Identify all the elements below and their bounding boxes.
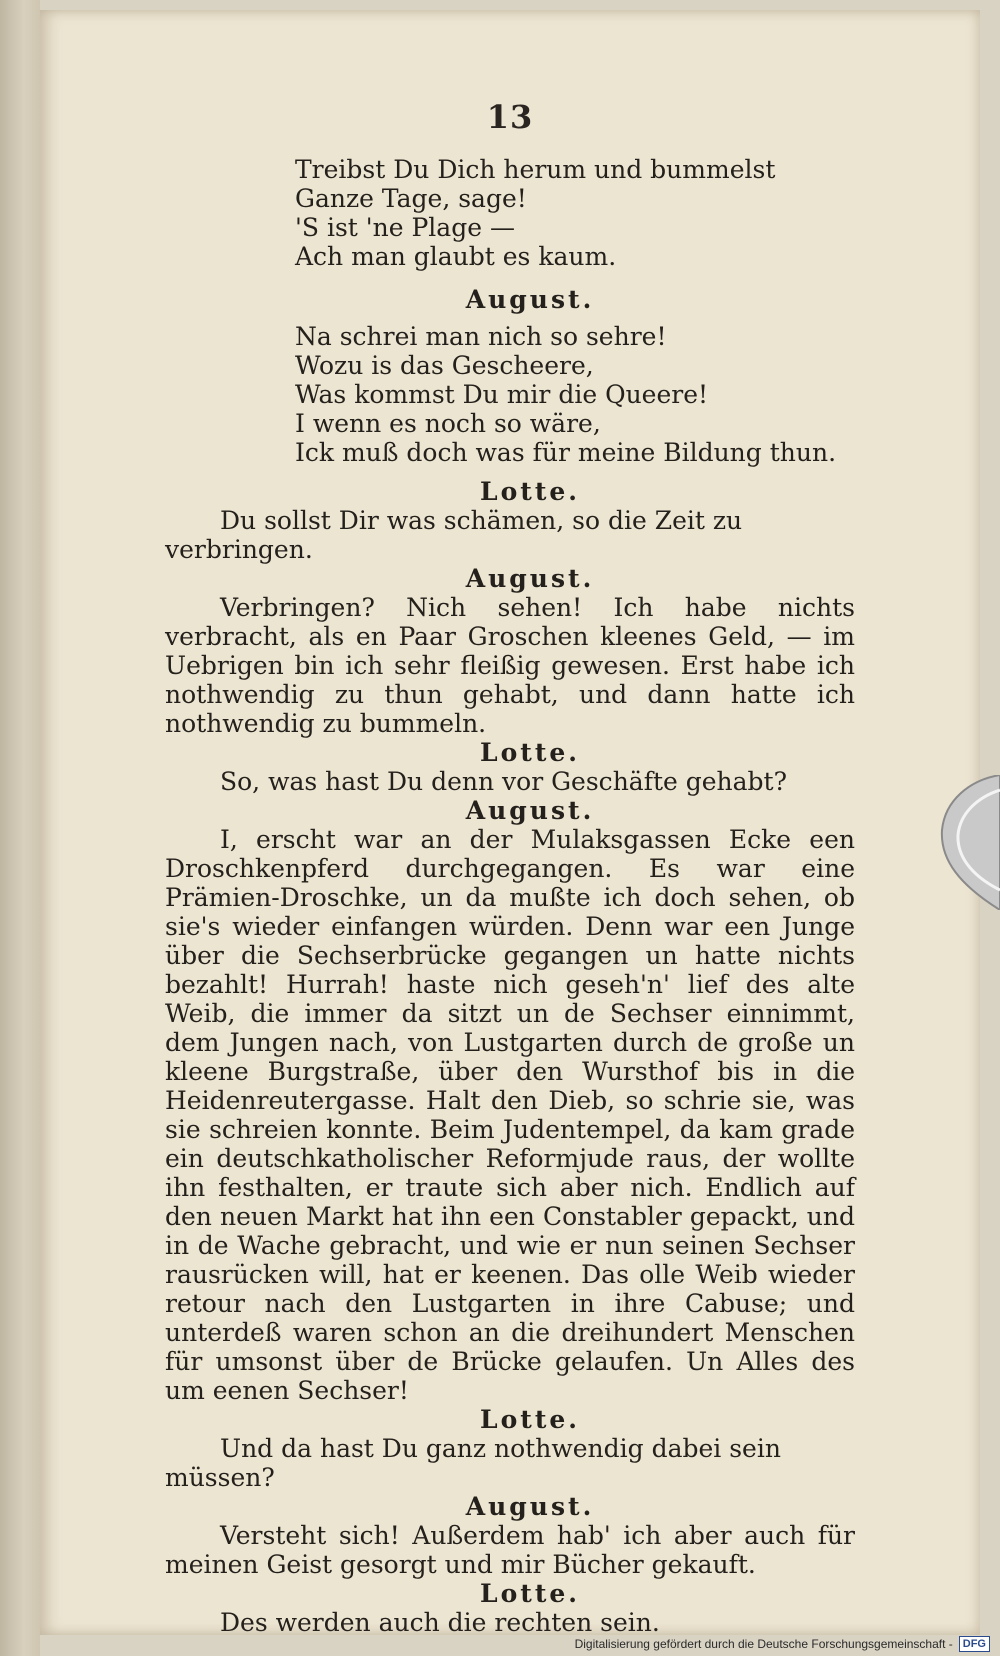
dialogue-paragraph: Verbringen? Nich sehen! Ich habe nichts verbracht, als en Paar Groschen kleenes Geld, — im Uebrigen bin ich sehr fleißig gewesen. Erst habe ich nothwendig zu thun gehabt, und dann hatte ich nothwendig zu bummeln. <box>165 593 855 738</box>
dialogue-line: Des werden auch die rechten sein. <box>220 1608 660 1637</box>
verse-line: I wenn es noch so wäre, <box>295 409 601 438</box>
digitization-footer <box>575 1636 990 1652</box>
dialogue-line: Und da hast Du ganz nothwendig dabei sein müssen? <box>165 1434 781 1492</box>
dialogue-paragraph: I, erscht war an der Mulaksgassen Ecke een Droschkenpferd durchgegangen. Es war eine Prämien-Droschke, un da mußte ich doch sehen, ob sie's wieder einfangen würden. Denn war een Junge über die Sechserbrücke gegangen un hatte nichts bezahlt! Hurrah! haste nich geseh'n' lief des alte Weib, die immer da sitzt un de Sechser einnimmt, dem Jungen nach, von Lustgarten durch de große un kleene Burgstraße, über den Wursthof bis in die Heidenreutergasse. Halt den Dieb, so schrie sie, was sie schreien konnte. Beim Judentempel, da kam grade ein deutschkatholischer Reformjude raus, der wollte ihn festhalten, er traute sich aber nich. Endlich auf den neuen Markt hat ihn een Constabler gepackt, und in de Wache gebracht, und wie er nun seinen Sechser rausrücken will, hat er keenen. Das olle Weib wieder retour nach den Lustgarten in ihre Cabuse; und unterdeß waren schon an die dreihundert Menschen für umsonst über de Brücke gelaufen. Un Alles des um eenen Sechser! <box>165 825 855 1405</box>
verse-line: Treibst Du Dich herum und bummelst <box>295 155 776 184</box>
verse-line: Ganze Tage, sage! <box>295 184 527 213</box>
dfg-logo-icon: DFG <box>959 1636 990 1652</box>
verse-line: Wozu is das Gescheere, <box>295 351 594 380</box>
verse-line: Ach man glaubt es kaum. <box>295 242 617 271</box>
verse-line: 'S ist 'ne Plage — <box>295 213 515 242</box>
page-text <box>165 155 855 1637</box>
verse-august <box>165 322 855 467</box>
speaker-heading: Lotte. <box>480 477 580 506</box>
speaker-heading: Lotte. <box>480 1579 580 1608</box>
book-gutter <box>0 0 40 1656</box>
speaker-heading: Lotte. <box>480 738 580 767</box>
dialogue-paragraph: Versteht sich! Außerdem hab' ich aber auch für meinen Geist gesorgt und mir Bücher gekauft. <box>165 1521 855 1579</box>
book-page <box>40 10 980 1635</box>
speaker-heading: August. <box>465 285 595 314</box>
footer-credit: Digitalisierung gefördert durch die Deutsche Forschungsgemeinschaft - <box>574 1637 953 1651</box>
verse-line: Ick muß doch was für meine Bildung thun. <box>295 438 837 467</box>
speaker-heading: August. <box>465 564 595 593</box>
verse-line: Was kommst Du mir die Queere! <box>295 380 709 409</box>
dialogue-line: So, was hast Du denn vor Geschäfte gehabt? <box>220 767 787 796</box>
verse-line: Na schrei man nich so sehre! <box>295 322 667 351</box>
speaker-heading: August. <box>465 1492 595 1521</box>
page-number: 13 <box>486 98 534 136</box>
speaker-heading: Lotte. <box>480 1405 580 1434</box>
page-clip-icon <box>930 775 1000 910</box>
verse-lotte <box>165 155 855 271</box>
dialogue-line: Du sollst Dir was schämen, so die Zeit zu verbringen. <box>165 506 743 564</box>
speaker-heading: August. <box>465 796 595 825</box>
